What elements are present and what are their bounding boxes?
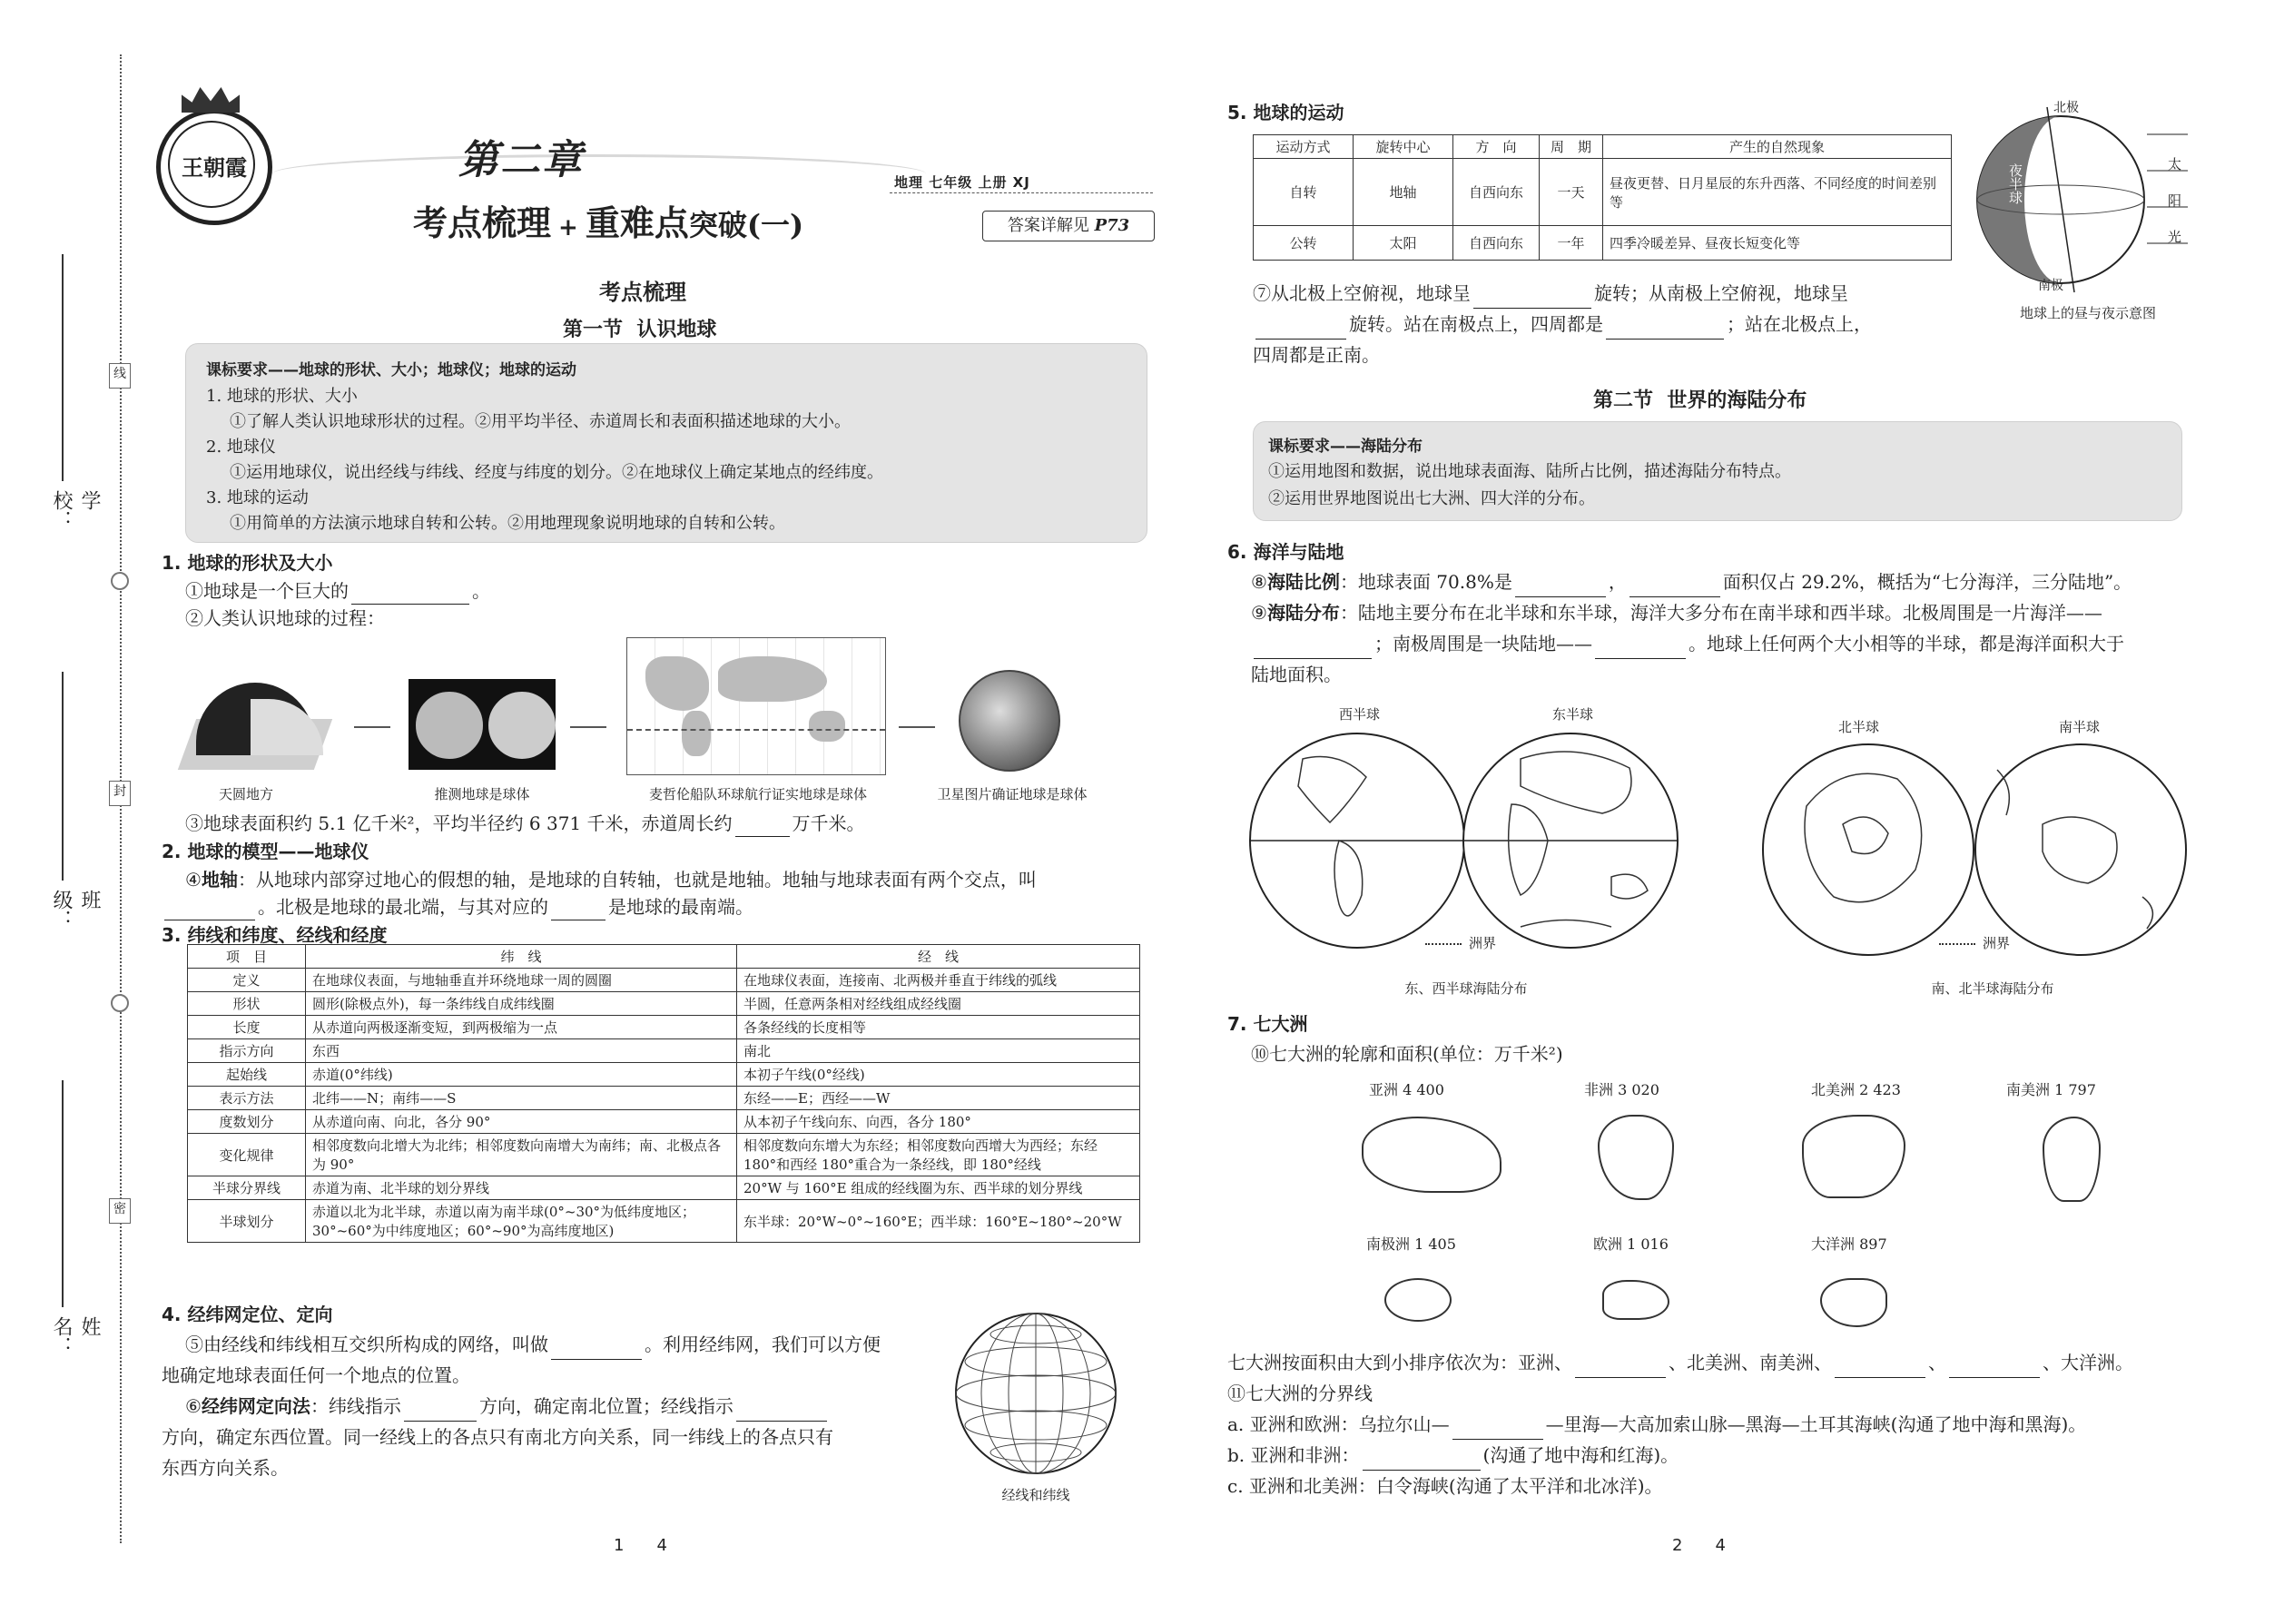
day-night-night-label: 夜半球 <box>2007 163 2023 204</box>
east-west-hemisphere-map <box>1248 723 1684 968</box>
table-row: 半球划分 赤道以北为北半球，赤道以南为南半球(0°~30°为低纬度地区；30°~60°为中纬度地区；60°~90°为高纬度地区) 东半球：20°W~0°~160°E；西半球：160°E~180°~20°W <box>188 1200 1140 1243</box>
answer-blank[interactable] <box>735 818 790 837</box>
table-row: 自转 地轴 自西向东 一天 昼夜更替、日月星辰的东升西落、不同经度的时间差别等 <box>1254 159 1952 226</box>
school-label: 学校： <box>50 490 101 530</box>
section-2-title: 第二节 世界的海陆分布 <box>1593 389 1807 412</box>
page-number-right: 2 4 <box>1672 1536 1726 1555</box>
answer-blank[interactable] <box>351 586 469 605</box>
table-row: 半球分界线 赤道为南、北半球的划分界线 20°W 与 160°E 组成的经线圈为东、西半球的划分界线 <box>188 1176 1140 1200</box>
answer-blank[interactable] <box>1835 1359 1925 1378</box>
seal-mark-3: 密 <box>109 1198 131 1224</box>
img-tianyuan-difang <box>187 683 332 770</box>
oceania-outline <box>1820 1278 1887 1327</box>
north-hemisphere-label: 北半球 <box>1838 719 1880 735</box>
africa-outline <box>1598 1115 1674 1200</box>
main-title: 考点梳理 + 重难点突破(一) <box>413 202 804 243</box>
hemi-caption-2: 南、北半球海陆分布 <box>1931 980 2054 997</box>
arrow-icon <box>570 726 606 728</box>
answer-blank[interactable] <box>736 1403 827 1422</box>
img-label-2: 推测地球是球体 <box>434 786 530 802</box>
arrow-icon <box>899 726 935 728</box>
section-5-title: 5. 地球的运动 <box>1227 102 1344 123</box>
answer-blank[interactable] <box>164 901 255 920</box>
logo <box>156 109 272 225</box>
north-america-outline <box>1802 1115 1905 1198</box>
globe-label: 经线和纬线 <box>1001 1487 1070 1503</box>
table-row: 定义 在地球仪表面，与地轴垂直并环绕地球一周的圆圈 在地球仪表面，连接南、北两极并垂直于纬线的弧线 <box>188 969 1140 992</box>
curriculum-requirement-box <box>185 343 1147 543</box>
west-hemisphere-label: 西半球 <box>1339 706 1381 723</box>
section-7-head: 7. 七大洲 ⑩七大洲的轮廓和面积(单位：万千米²) <box>1227 1013 1563 1065</box>
section-1-content: 1. 地球的形状及大小 ①地球是一个巨大的 。 ②人类认识地球的过程： <box>162 552 490 629</box>
book-meta: 地理 七年级 上册 XJ <box>894 174 1030 191</box>
answer-blank[interactable] <box>1629 578 1720 597</box>
req-lines: 1. 地球的形状、大小 ①了解人类认识地球形状的过程。②用平均半径、赤道周长和表面积描述地球的大小。 2. 地球仪 ①运用地球仪，说出经线与纬线、经度与纬度的划分。②在地球仪上确定某地点的经纬度。 3. 地球的运动 ①用简单的方法演示地球自转和公转。②用地理现象说明地球的自转和公转。 <box>206 387 883 533</box>
page-number-left: 1 4 <box>614 1536 667 1555</box>
day-night-caption: 地球上的昼与夜示意图 <box>2019 305 2156 321</box>
legend-label-1: 洲界 <box>1469 935 1497 951</box>
req2-lines: ①运用地图和数据，说出地球表面海、陆所占比例，描述海陆分布特点。 ②运用世界地图说出七大洲、四大洋的分布。 <box>1268 462 1791 508</box>
table-row: 起始线 赤道(0°纬线) 本初子午线(0°经线) <box>188 1063 1140 1087</box>
hemi-caption-1: 东、西半球海陆分布 <box>1404 980 1528 997</box>
answer-blank[interactable] <box>1363 1452 1481 1471</box>
img-label-4: 卫星图片确证地球是球体 <box>937 786 1088 802</box>
answer-blank[interactable] <box>1595 640 1686 659</box>
table-row: 度数划分 从赤道向南、向北，各分 90° 从本初子午线向东、向西，各分 180° <box>188 1110 1140 1134</box>
img-label-1: 天圆地方 <box>218 786 273 802</box>
answer-blank[interactable] <box>404 1403 477 1422</box>
section-4-content: 4. 经纬网定位、定向 ⑤由经线和纬线相互交织所构成的网络，叫做 。利用经纬网，我们可以方便 地确定地球表面任何一个地点的位置。 ⑥经纬网定向法：纬线指示 方向，确定南北位置；经线指示 方向，确定东西位置。同一经线上的各点只有南北方向关系，同一纬线上的各点只有 东西方向关系。 <box>162 1304 881 1479</box>
section-5-content: ⑦从北极上空俯视，地球呈 旋转；从南极上空俯视，地球呈 旋转。站在南极点上，四周都是 ；站在北极点上， 四周都是正南。 <box>1253 282 1872 366</box>
table-row: 形状 圆形(除极点外)，每一条纬线自成纬线圈 半圆，任意两条相对经线组成经线圈 <box>188 992 1140 1016</box>
img-satellite-earth <box>959 670 1060 772</box>
table-row: 长度 从赤道向两极逐渐变短，到两极缩为一点 各条经线的长度相等 <box>188 1016 1140 1039</box>
header-swoosh <box>272 154 926 193</box>
south-hemisphere-label: 南半球 <box>2059 719 2101 735</box>
seal-mark-1: 线 <box>109 363 131 389</box>
day-night-sun-label-2: 阳 <box>2168 192 2182 209</box>
img-earth-shadow <box>409 679 556 770</box>
antarctica-outline <box>1384 1278 1452 1322</box>
legend-line-icon <box>1425 943 1462 945</box>
table-row: 变化规律 相邻度数向北增大为北纬；相邻度数向南增大为南纬；南、北极点各为 90° 相邻度数向东增大为东经；相邻度数向西增大为西经；东经 180°和西经 180°重合为一条经线，即 180°经线 <box>188 1134 1140 1176</box>
section-1-2-content: ③地球表面积约 5.1 亿千米²，平均半径约 6 371 千米，赤道周长约 万千米。 2. 地球的模型——地球仪 ④地轴：从地球内部穿过地心的假想的轴，是地球的自转轴，也就是地轴。地轴与地球表面有两个交点，叫 。北极是地球的最北端，与其对应的 是地球的最南端。 3. 纬线和纬度、经线和经度 <box>162 812 1037 946</box>
legend-line-icon <box>1939 943 1975 945</box>
answer-blank[interactable] <box>551 1341 642 1360</box>
east-hemisphere-label: 东半球 <box>1552 706 1594 723</box>
earth-motion-table: 运动方式 旋转中心 方 向 周 期 产生的自然现象 自转 地轴 自西向东 一天 昼夜更替、日月星辰的东升西落、不同经度的时间差别等 公转 太阳 自西向东 一年 四季冷暖差异、昼夜长短变化等 <box>1253 134 1952 261</box>
chapter-title: 第二章 <box>458 137 584 183</box>
continent-africa-label: 非洲 3 020 <box>1584 1081 1659 1098</box>
class-label: 班级： <box>50 890 101 930</box>
section-7-content: 七大洲按面积由大到小排序依次为：亚洲、 、北美洲、南美洲、 、 、大洋洲。 ⑪七大洲的分界线 a. 亚洲和欧洲：乌拉尔山— —里海—大高加索山脉—黑海—土耳其海峡(沟通了地中海和黑海)。 b. 亚洲和非洲： (沟通了地中海和红海)。 c. 亚洲和北美洲：白令海峡(沟通了太平洋和北冰洋)。 <box>1227 1352 2133 1497</box>
answer-blank[interactable] <box>1255 320 1346 340</box>
continent-antarctica-label: 南极洲 1 405 <box>1366 1235 1456 1253</box>
crown-icon <box>182 87 240 113</box>
continent-asia-label: 亚洲 4 400 <box>1369 1081 1444 1098</box>
legend-label-2: 洲界 <box>1983 935 2011 951</box>
meta-rule <box>890 192 1153 193</box>
img-label-3: 麦哲伦船队环球航行证实地球是球体 <box>648 786 867 802</box>
continent-europe-label: 欧洲 1 016 <box>1593 1235 1669 1253</box>
answer-blank[interactable] <box>1575 1359 1666 1378</box>
day-night-sun-label-3: 光 <box>2168 229 2182 245</box>
day-night-north-label: 北极 <box>2053 101 2079 115</box>
answer-blank[interactable] <box>1254 640 1372 659</box>
answer-blank[interactable] <box>551 901 605 920</box>
lat-long-globe-diagram <box>950 1307 1122 1480</box>
south-america-outline <box>2043 1117 2101 1202</box>
answer-blank[interactable] <box>1515 578 1606 597</box>
img-magellan-route-map <box>626 637 886 775</box>
seal-mark-2: 封 <box>109 781 131 806</box>
req2-title: 课标要求——海陆分布 <box>1268 438 1423 456</box>
answer-blank[interactable] <box>1949 1359 2040 1378</box>
table-row: 表示方法 北纬——N；南纬——S 东经——E；西经——W <box>188 1087 1140 1110</box>
section-1-title: 第一节 认识地球 <box>563 319 717 341</box>
day-night-south-label: 南极 <box>2038 279 2063 293</box>
section-6-content: 6. 海洋与陆地 ⑧海陆比例：地球表面 70.8%是 ， 面积仅占 29.2%，概括为“七分海洋，三分陆地”。 ⑨海陆分布：陆地主要分布在北半球和东半球，海洋大多分布在南半球和西半球。北极周围是一片海洋—— ；南极周围是一块陆地—— 。地球上任何两个大小相等的半球，都是海洋面积大于 陆地面积。 <box>1227 541 2132 685</box>
answer-blank[interactable] <box>1452 1421 1543 1440</box>
table-row: 公转 太阳 自西向东 一年 四季冷暖差异、昼夜长短变化等 <box>1254 226 1952 261</box>
req-title: 课标要求——地球的形状、大小；地球仪；地球的运动 <box>206 361 576 379</box>
continent-oceania-label: 大洋洲 897 <box>1811 1235 1887 1253</box>
name-label: 姓名： <box>50 1316 101 1356</box>
north-south-hemisphere-map <box>1761 733 2188 969</box>
logo-text: 王朝霞 <box>182 154 247 181</box>
continent-north-america-label: 北美洲 2 423 <box>1811 1081 1901 1098</box>
arrow-icon <box>354 726 390 728</box>
lat-long-table: 项 目 纬 线 经 线 定义 在地球仪表面，与地轴垂直并环绕地球一周的圆圈 在地球仪表面，连接南、北两极并垂直于纬线的弧线 形状 圆形(除极点外)，每一条纬线自成纬线圈 半圆，任意两条相对经线组成经线圈 长度 从赤道向两极逐渐变短，到两极缩为一点 各条经线的长度相等 指示方向 东西 南北 起始线 赤道(0°纬线) 本初子午线(0°经线) 表示方法 北纬——N；南纬——S 东经——E；西经——W 度数划分 从赤道向南、向北，各分 90° 从本初子午线向东、向西，各分 180° 变化规律 相邻度数向北增大为北纬；相邻度数向南增大为南纬；南、北极点各为 90° 相邻度数向东增大为东经；相邻度数向西增大为西经；东经 180°和西经 180°重合为一条经线，即 180°经线 半球分界线 赤道为南、北半球的划分界线 20°W 与 160°E 组成的经线圈为东、西半球的划分界线 半球划分 赤道以北为北半球，赤道以南为南半球(0°~30°为低纬度地区；30°~60°为中纬度地区；60°~90°为高纬度地区) 东半球：20°W~0°~160°E；西半球：160°E~180°~20°W <box>187 944 1140 1243</box>
asia-outline <box>1362 1117 1501 1193</box>
answer-ref-box: 答案详解见 P73 <box>982 211 1155 241</box>
continent-south-america-label: 南美洲 1 797 <box>2006 1081 2096 1098</box>
day-night-sun-label-1: 太 <box>2168 156 2182 172</box>
ring-icon <box>111 994 129 1012</box>
table-row: 指示方向 东西 南北 <box>188 1039 1140 1063</box>
europe-outline <box>1602 1280 1669 1320</box>
curriculum-requirement-box-2 <box>1253 421 2182 521</box>
answer-blank[interactable] <box>1606 320 1724 340</box>
ring-icon <box>111 572 129 590</box>
section-title: 考点梳理 <box>599 280 686 305</box>
answer-blank[interactable] <box>1473 290 1591 309</box>
